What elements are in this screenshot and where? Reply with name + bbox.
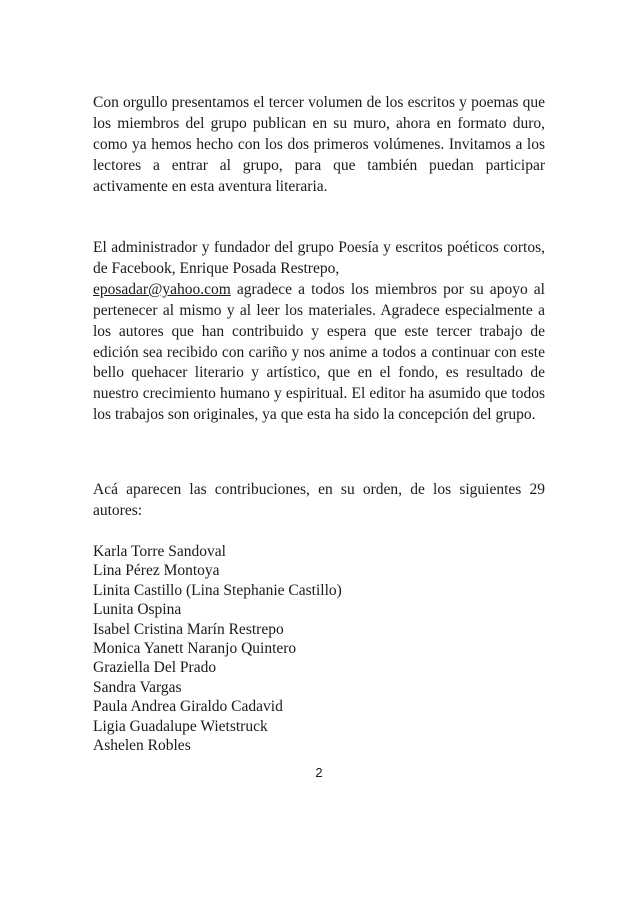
author-item: Isabel Cristina Marín Restrepo bbox=[93, 620, 284, 638]
admin-text-after-email: agradece a todos los miembros por su apoyo al pertenecer al mismo y al leer los materiales. Agradece especialmente a los autores que han contribuido y espera que este tercer trabajo de edición sea recibido con cariño y nos anime a todos a continuar con este bello quehacer literario y artístico, que en el fondo, es resultado de nuestro crecimiento humano y espiritual. El editor ha asumido que todos los trabajos son originales, ya que esta ha sido la concepción del grupo. bbox=[93, 280, 545, 424]
author-item: Monica Yanett Naranjo Quintero bbox=[93, 640, 297, 658]
author-item: Lina Pérez Montoya bbox=[93, 562, 220, 580]
admin-email-link[interactable]: eposadar@yahoo.com bbox=[93, 280, 231, 298]
author-item: Lunita Ospina bbox=[93, 601, 182, 619]
author-item: Ligia Guadalupe Wietstruck bbox=[93, 717, 268, 735]
authors-intro-paragraph: Acá aparecen las contribuciones, en su orden, de los siguientes 29 autores: bbox=[93, 481, 545, 519]
intro-paragraph: Con orgullo presentamos el tercer volumen de los escritos y poemas que los miembros del grupo publican en su muro, ahora en formato duro, como ya hemos hecho con los dos primeros volúmenes. Invitamos a los lectores a entrar al grupo, para que también puedan participar activamente en esta aventura literaria. bbox=[93, 94, 545, 195]
author-item: Graziella Del Prado bbox=[93, 659, 217, 677]
admin-text-before-email: El administrador y fundador del grupo Poesía y escritos poéticos cortos, de Facebook, Enrique Posada Restrepo, bbox=[93, 239, 545, 277]
author-item: Paula Andrea Giraldo Cadavid bbox=[93, 698, 283, 716]
authors-list bbox=[93, 542, 545, 755]
page-number: 2 bbox=[315, 765, 323, 780]
author-item: Ashelen Robles bbox=[93, 737, 191, 755]
author-item: Sandra Vargas bbox=[93, 678, 182, 696]
author-item: Karla Torre Sandoval bbox=[93, 543, 226, 560]
admin-paragraph bbox=[93, 238, 545, 426]
author-item: Linita Castillo (Lina Stephanie Castillo) bbox=[93, 581, 342, 599]
